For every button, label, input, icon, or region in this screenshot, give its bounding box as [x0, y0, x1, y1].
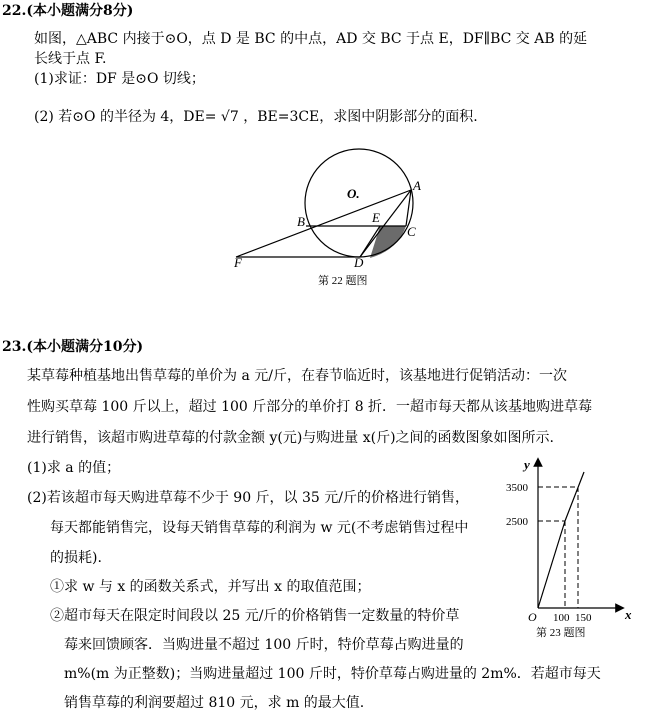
q22-shaded-region	[370, 226, 406, 258]
q23-tick-2500: 2500	[506, 516, 528, 528]
q22-line-2: 长线于点 F.	[34, 51, 107, 67]
q23-tick-3500: 3500	[506, 482, 528, 494]
q23-line-3: 进行销售，该超市购进草莓的付款金额 y(元)与购进量 x(斤)之间的函数图象如图所示.	[27, 430, 555, 446]
q23-x-label: x	[625, 607, 632, 622]
q23-line-12: 销售草莓的利润要超过 810 元，求 m 的最大值.	[64, 695, 365, 711]
q23-line-8: ①求 w 与 x 的函数关系式，并写出 x 的取值范围；	[50, 579, 371, 595]
q22-number: 22	[2, 3, 22, 19]
q23-line-4: (1)求 a 的值；	[27, 460, 121, 476]
q22-label-C: C	[407, 224, 416, 239]
q23-y-label: y	[524, 457, 530, 472]
q23-tick-100: 100	[553, 612, 570, 624]
q23-line-6: 每天都能销售完，设每天销售草莓的利润为 w 元(不考虑销售过程中	[50, 520, 469, 536]
q23-caption: 第 23 题图	[536, 627, 586, 639]
q22-caption: 第 22 题图	[318, 275, 368, 287]
q22-line-1: 如图，△ABC 内接于⊙O，点 D 是 BC 的中点，AD 交 BC 于点 E，DF∥BC 交 AB 的延	[34, 31, 588, 47]
q23-line-1: 某草莓种植基地出售草莓的单价为 a 元/斤，在春节临近时，该基地进行促销活动：一次	[27, 368, 567, 384]
q22-line-4: (2) 若⊙O 的半径为 4，DE= √7 ，BE=3CE，求图中阴影部分的面积.	[34, 109, 478, 125]
q23-segment-1	[538, 521, 565, 608]
q22-label-E: E	[372, 210, 380, 225]
q22-label-O: O.	[347, 186, 360, 201]
q23-segment-2	[565, 472, 584, 521]
q23-number: 23	[2, 339, 22, 355]
q22-line-3: (1)求证：DF 是⊙O 切线；	[34, 71, 205, 87]
q23-graph	[500, 456, 640, 641]
q23-line-10: 莓来回馈顾客．当购进量不超过 100 斤时，特价草莓占购进量的	[64, 637, 464, 653]
q23-origin-label: O	[528, 610, 537, 624]
q22-label-A: A	[413, 178, 421, 193]
q22-label-B: B	[297, 214, 305, 229]
q22-score: .(本小题满分8分)	[21, 3, 134, 19]
q23-line-2: 性购买草莓 100 斤以上，超过 100 斤部分的单价打 8 折．一超市每天都从该基地购进草莓	[27, 399, 593, 415]
q22-label-F: F	[234, 255, 242, 270]
q23-tick-150: 150	[575, 612, 592, 624]
q22-circle	[305, 149, 413, 257]
q23-line-5: (2)若该超市每天购进草莓不少于 90 斤，以 35 元/斤的价格进行销售，	[27, 490, 469, 506]
q23-score: .(本小题满分10分)	[21, 339, 144, 355]
q22-figure	[0, 140, 645, 300]
q23-line-9: ②超市每天在限定时间段以 25 元/斤的价格销售一定数量的特价草	[50, 608, 460, 624]
q22-header	[2, 2, 133, 20]
q22-label-D: D	[354, 255, 364, 270]
q23-line-11: m%(m 为正整数)；当购进量超过 100 斤时，特价草莓占购进量的 2m%．若超市每天	[64, 666, 601, 682]
q23-header	[2, 338, 143, 356]
q23-line-7: 的损耗).	[50, 550, 102, 566]
